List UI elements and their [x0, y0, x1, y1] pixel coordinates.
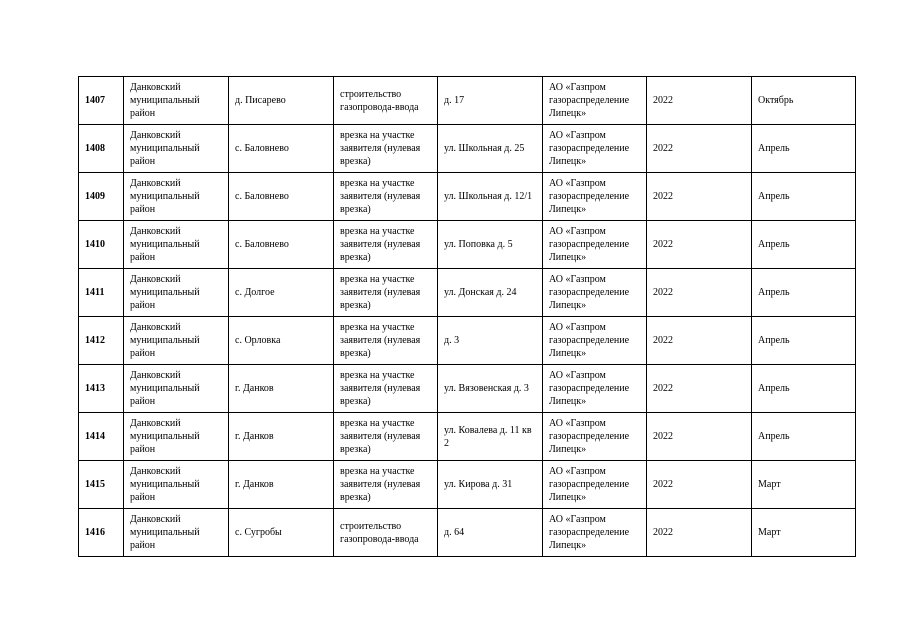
- district-cell: Данковский муниципальный район: [124, 221, 229, 269]
- year-cell: 2022: [647, 77, 752, 125]
- work-type-cell: строительство газопровода-ввода: [334, 509, 438, 557]
- organization-cell: АО «Газпром газораспределение Липецк»: [543, 77, 647, 125]
- row-number: 1407: [79, 77, 124, 125]
- table-row: [79, 125, 856, 173]
- address-cell: ул. Школьная д. 25: [438, 125, 543, 173]
- row-number: 1412: [79, 317, 124, 365]
- district-cell: Данковский муниципальный район: [124, 269, 229, 317]
- address-cell: ул. Донская д. 24: [438, 269, 543, 317]
- year-cell: 2022: [647, 509, 752, 557]
- organization-cell: АО «Газпром газораспределение Липецк»: [543, 413, 647, 461]
- work-type-cell: врезка на участке заявителя (нулевая врезка): [334, 269, 438, 317]
- row-number: 1408: [79, 125, 124, 173]
- district-cell: Данковский муниципальный район: [124, 413, 229, 461]
- month-cell: Март: [752, 509, 856, 557]
- table-row: [79, 221, 856, 269]
- year-cell: 2022: [647, 269, 752, 317]
- address-cell: д. 17: [438, 77, 543, 125]
- row-number: 1413: [79, 365, 124, 413]
- organization-cell: АО «Газпром газораспределение Липецк»: [543, 125, 647, 173]
- district-cell: Данковский муниципальный район: [124, 125, 229, 173]
- organization-cell: АО «Газпром газораспределение Липецк»: [543, 269, 647, 317]
- organization-cell: АО «Газпром газораспределение Липецк»: [543, 509, 647, 557]
- year-cell: 2022: [647, 317, 752, 365]
- table-row: [79, 173, 856, 221]
- locality-cell: с. Сугробы: [229, 509, 334, 557]
- locality-cell: с. Долгое: [229, 269, 334, 317]
- month-cell: Апрель: [752, 413, 856, 461]
- address-cell: ул. Поповка д. 5: [438, 221, 543, 269]
- work-type-cell: врезка на участке заявителя (нулевая врезка): [334, 413, 438, 461]
- district-cell: Данковский муниципальный район: [124, 173, 229, 221]
- locality-cell: г. Данков: [229, 365, 334, 413]
- work-type-cell: врезка на участке заявителя (нулевая врезка): [334, 221, 438, 269]
- month-cell: Апрель: [752, 317, 856, 365]
- organization-cell: АО «Газпром газораспределение Липецк»: [543, 173, 647, 221]
- work-type-cell: строительство газопровода-ввода: [334, 77, 438, 125]
- table-row: [79, 413, 856, 461]
- district-cell: Данковский муниципальный район: [124, 317, 229, 365]
- year-cell: 2022: [647, 221, 752, 269]
- locality-cell: с. Орловка: [229, 317, 334, 365]
- row-number: 1416: [79, 509, 124, 557]
- locality-cell: с. Баловнево: [229, 125, 334, 173]
- table-row: [79, 317, 856, 365]
- table-row: [79, 509, 856, 557]
- organization-cell: АО «Газпром газораспределение Липецк»: [543, 461, 647, 509]
- month-cell: Апрель: [752, 365, 856, 413]
- locality-cell: с. Баловнево: [229, 221, 334, 269]
- work-type-cell: врезка на участке заявителя (нулевая врезка): [334, 365, 438, 413]
- work-type-cell: врезка на участке заявителя (нулевая врезка): [334, 317, 438, 365]
- organization-cell: АО «Газпром газораспределение Липецк»: [543, 365, 647, 413]
- organization-cell: АО «Газпром газораспределение Липецк»: [543, 317, 647, 365]
- month-cell: Апрель: [752, 173, 856, 221]
- table-row: [79, 269, 856, 317]
- address-cell: ул. Вязовенская д. 3: [438, 365, 543, 413]
- month-cell: Апрель: [752, 221, 856, 269]
- work-type-cell: врезка на участке заявителя (нулевая врезка): [334, 125, 438, 173]
- district-cell: Данковский муниципальный район: [124, 509, 229, 557]
- locality-cell: д. Писарево: [229, 77, 334, 125]
- organization-cell: АО «Газпром газораспределение Липецк»: [543, 221, 647, 269]
- year-cell: 2022: [647, 125, 752, 173]
- month-cell: Март: [752, 461, 856, 509]
- locality-cell: с. Баловнево: [229, 173, 334, 221]
- table-row: [79, 77, 856, 125]
- district-cell: Данковский муниципальный район: [124, 77, 229, 125]
- month-cell: Апрель: [752, 125, 856, 173]
- work-type-cell: врезка на участке заявителя (нулевая врезка): [334, 173, 438, 221]
- address-cell: ул. Кирова д. 31: [438, 461, 543, 509]
- district-cell: Данковский муниципальный район: [124, 461, 229, 509]
- address-cell: ул. Ковалева д. 11 кв 2: [438, 413, 543, 461]
- year-cell: 2022: [647, 461, 752, 509]
- gasification-table: [78, 76, 856, 557]
- row-number: 1411: [79, 269, 124, 317]
- year-cell: 2022: [647, 413, 752, 461]
- table-body: [79, 77, 856, 557]
- row-number: 1414: [79, 413, 124, 461]
- row-number: 1415: [79, 461, 124, 509]
- district-cell: Данковский муниципальный район: [124, 365, 229, 413]
- month-cell: Апрель: [752, 269, 856, 317]
- month-cell: Октябрь: [752, 77, 856, 125]
- locality-cell: г. Данков: [229, 461, 334, 509]
- locality-cell: г. Данков: [229, 413, 334, 461]
- address-cell: д. 3: [438, 317, 543, 365]
- address-cell: д. 64: [438, 509, 543, 557]
- table-row: [79, 461, 856, 509]
- table-row: [79, 365, 856, 413]
- year-cell: 2022: [647, 173, 752, 221]
- year-cell: 2022: [647, 365, 752, 413]
- address-cell: ул. Школьная д. 12/1: [438, 173, 543, 221]
- row-number: 1409: [79, 173, 124, 221]
- row-number: 1410: [79, 221, 124, 269]
- work-type-cell: врезка на участке заявителя (нулевая врезка): [334, 461, 438, 509]
